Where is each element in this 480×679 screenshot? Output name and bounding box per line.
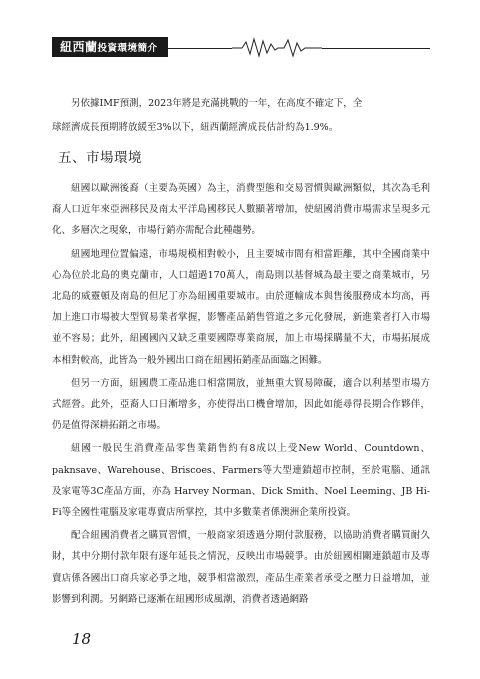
header-title-main: 紐西蘭 xyxy=(60,40,98,54)
section-body xyxy=(52,178,430,612)
heartbeat-wave-icon xyxy=(232,36,322,58)
body-paragraph-4: 紐國一般民生消費產品零售業銷售約有8成以上受New World、Countdown、paknsave、Warehouse、Briscoes、Farmers等大型連鎖超市控制，至於電腦、通訊及家電等3C產品方面，亦為 Harvey Norman、Dick Smith、Noel Leeming、JB Hi-Fi等全國性電腦及家電專賣店所掌控，其中多數業者係澳洲企業所投資。 xyxy=(52,443,430,519)
page-number: 18 xyxy=(72,630,92,648)
header-title-tab xyxy=(52,37,168,57)
intro-paragraph xyxy=(52,92,430,140)
header-title-sub: 投資環境簡介 xyxy=(97,43,158,54)
intro-line-2: 球經濟成長預期將放緩至3%以下，紐西蘭經濟成長估計約為1.9%。 xyxy=(52,122,339,133)
body-paragraph-2: 紐國地理位置偏遠，市場規模相對較小，且主要城市間有相當距離，其中全國商業中心為位於北島的奧克蘭市，人口超過170萬人，南島則以基督城為最主要之商業城市，另北島的威靈頓及南島的但尼丁亦為紐國重要城市。由於運輸成本與售後服務成本均高，再加上進口市場被大型貿易業者掌握，影響產品銷售管道之多元化發展，新進業者打入市場並不容易；此外，紐國國內又缺乏重要國際專業商展，加上市場採購量不大，市場拓展成本相對較高，此皆為一般外國出口商在紐國拓銷產品面臨之困難。 xyxy=(52,248,430,366)
body-paragraph-3: 但另一方面，紐國農工產品進口相當開放，並無重大貿易障礙，適合以利基型市場方式經營。此外，亞裔人口日漸增多，亦使得出口機會增加，因此如能尋得長期合作夥伴，仍是值得深耕拓銷之市場。 xyxy=(52,377,430,432)
running-header xyxy=(52,36,430,58)
intro-line-1: 另依據IMF預測，2023年將是充滿挑戰的一年，在高度不確定下，全 xyxy=(71,98,363,109)
section-title: 五、市場環境 xyxy=(58,150,142,166)
body-paragraph-5: 配合紐國消費者之購買習慣，一般商家須透過分期付款服務，以協助消費者購買耐久財，其中分期付款年限有逐年延長之情況，反映出市場競爭。由於紐國相關連鎖超市及專賣店係各國出口商兵家必爭之地，競爭相當激烈，產品生產業者承受之壓力日益增加，並影響到利潤。另網路已逐漸在紐國形成風潮，消費者透過網路 xyxy=(52,530,430,605)
body-paragraph-1: 紐國以歐洲後裔（主要為英國）為主，消費型態和交易習慣與歐洲類似，其次為毛利裔人口近年來亞洲移民及南太平洋島國移民人數顯著增加，使紐國消費市場需求呈現多元化、多層次之現象，市場行銷亦需配合此種趨勢。 xyxy=(52,183,430,237)
